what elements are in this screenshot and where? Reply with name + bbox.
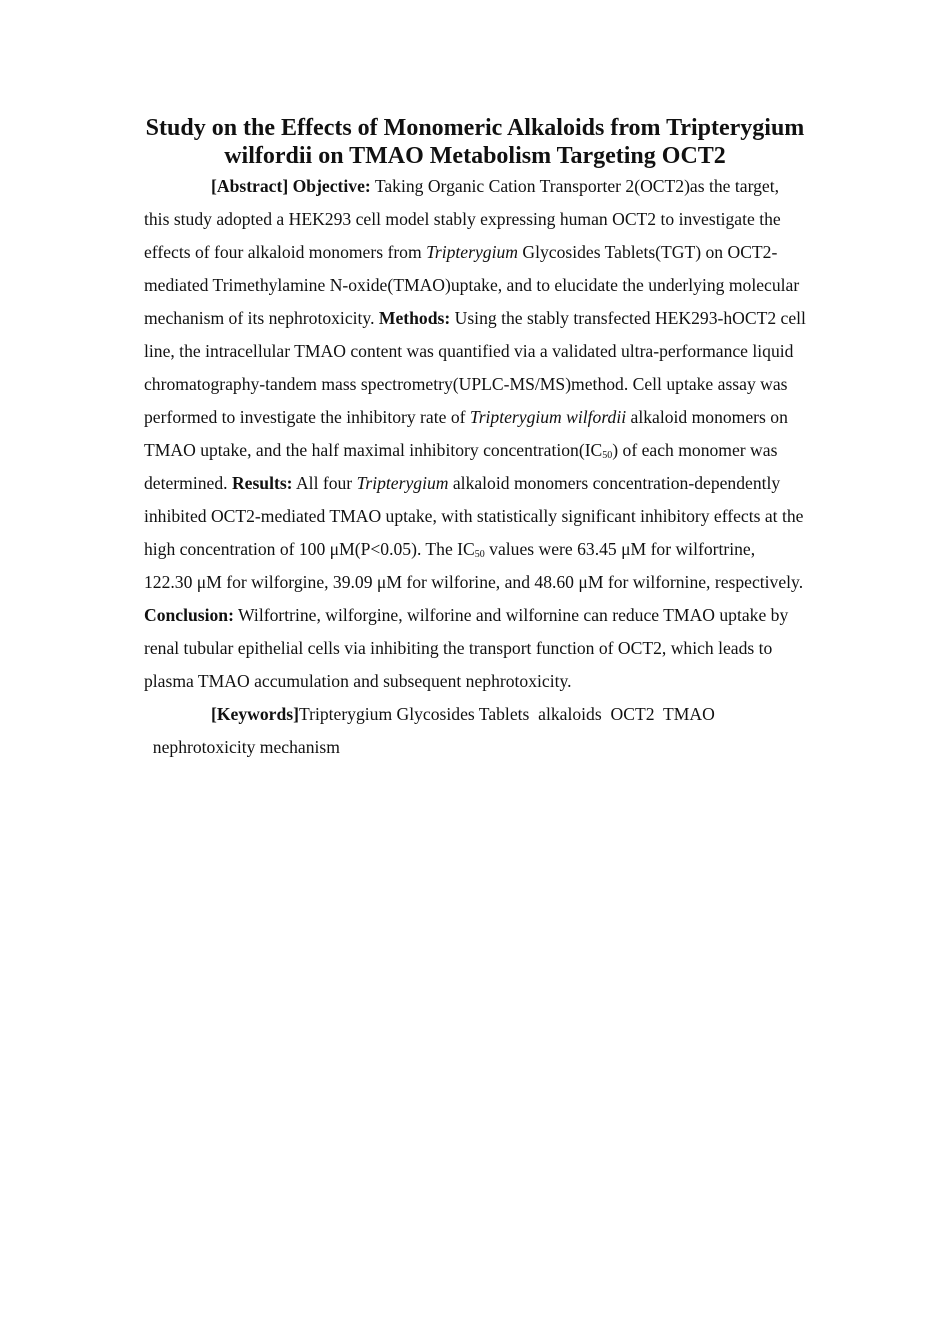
methods-text-continued: alkaloid monomers on TMAO uptake, and the half maximal inhibitory concentration(IC [144,407,788,460]
methods-text-end: ) of each monomer was determined. [144,440,778,493]
results-label: Results: [231,473,293,493]
keywords-paragraph [144,698,806,764]
results-text-end: values were 63.45 μM for wilfortrine, 122.30 μM for wilforgine, 39.09 μM for wilforine, and 48.60 μM for wilfornine, respectively. [144,539,804,592]
methods-text: Using the stably transfected HEK293-hOCT2 cell line, the intracellular TMAO content was quantified via a validated ultra-performance liquid chromatography-tandem mass spectrometry(UPLC-MS/MS)method. Cell uptake assay was performed to investigate the inhibitory rate of [144,308,806,427]
results-text-continued: alkaloid monomers concentration-dependently inhibited OCT2-mediated TMAO uptake, with statistically significant inhibitory effects at the high concentration of 100 μM(P<0.05). The IC [144,473,804,559]
keyword: OCT2 [610,704,655,724]
methods-label: Methods: [378,308,451,328]
conclusion-label: Conclusion: [144,605,234,625]
ic50-subscript: 50 [474,549,485,560]
abstract-label: [Abstract] [211,176,293,196]
objective-label: Objective: [292,176,371,196]
methods-italic-term: Tripterygium wilfordii [469,407,627,427]
results-text: All four [292,473,357,493]
paper-title: Study on the Effects of Monomeric Alkaloids from Tripterygium wilfordii on TMAO Metabolism Targeting OCT2 [145,115,805,169]
keyword: nephrotoxicity mechanism [152,737,340,757]
abstract-paragraph [144,170,806,698]
keyword: TMAO [662,704,715,724]
paper-page [144,114,806,764]
keyword: Tripterygium Glycosides Tablets [298,704,530,724]
objective-text-continued: Glycosides Tablets(TGT) on OCT2-mediated Trimethylamine N-oxide(TMAO)uptake, and to elucidate the underlying molecular mechanism of its nephrotoxicity. [144,242,800,328]
conclusion-text: Wilfortrine, wilforgine, wilforine and wilfornine can reduce TMAO uptake by renal tubular epithelial cells via inhibiting the transport function of OCT2, which leads to plasma TMAO accumulation and subsequent nephrotoxicity. [144,605,789,691]
objective-italic-term: Tripterygium [426,242,518,262]
objective-text: Taking Organic Cation Transporter 2(OCT2)as the target, this study adopted a HEK293 cell model stably expressing human OCT2 to investigate the effects of four alkaloid monomers from [144,176,781,262]
keyword: alkaloids [538,704,602,724]
keywords-label: [Keywords] [211,704,299,724]
results-italic-term: Tripterygium [356,473,449,493]
ic50-subscript: 50 [602,450,613,461]
